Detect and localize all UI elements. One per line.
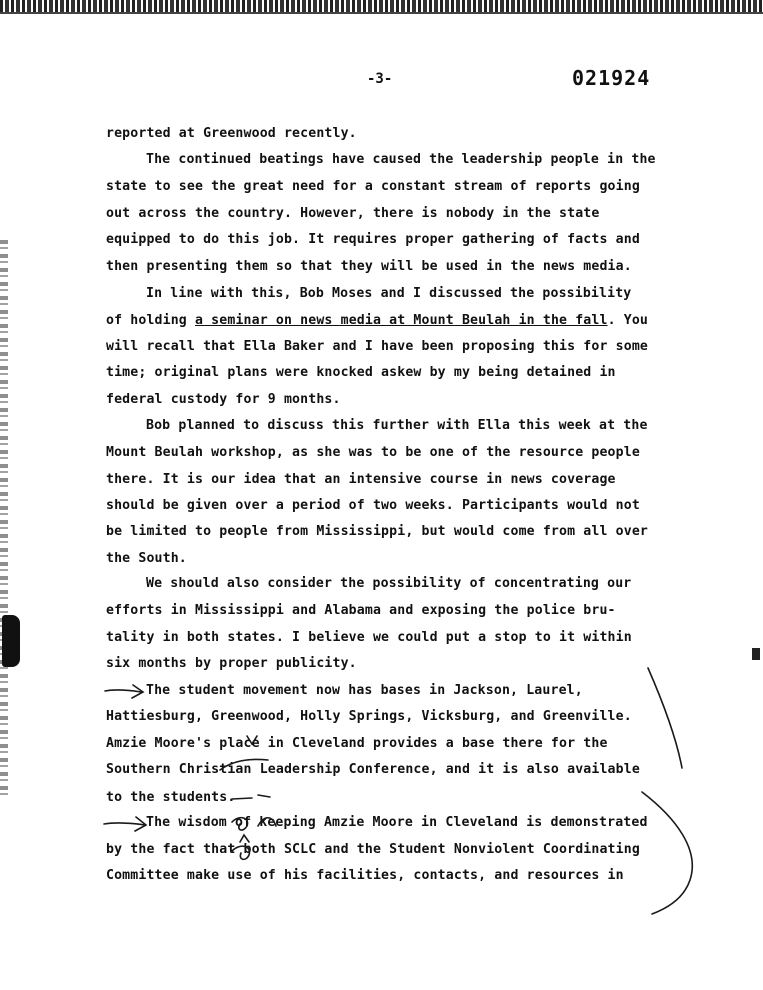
- body-line: reported at Greenwood recently.: [106, 126, 357, 141]
- body-line: The continued beatings have caused the leadership people in the: [146, 152, 656, 167]
- body-line: to the students.: [106, 790, 236, 805]
- body-line: will recall that Ella Baker and I have been proposing this for some: [106, 339, 648, 354]
- body-line-end: . You: [607, 313, 649, 328]
- body-line: The student movement now has bases in Jackson, Laurel,: [146, 683, 583, 698]
- body-line: efforts in Mississippi and Alabama and exposing the police bru-: [106, 603, 616, 618]
- strike-mark: [232, 795, 270, 799]
- body-line: by the fact that both SCLC and the Student Nonviolent Coordinating: [106, 842, 640, 857]
- body-line: We should also consider the possibility of concentrating our: [146, 576, 632, 591]
- scan-top-line: [0, 12, 763, 14]
- body-line: should be given over a period of two weeks. Participants would not: [106, 498, 640, 513]
- body-line: Southern Christian Leadership Conference, and it is also available: [106, 762, 640, 777]
- body-line: [106, 313, 648, 329]
- scan-top-border: [0, 0, 763, 12]
- body-line: be limited to people from Mississippi, but would come from all over: [106, 524, 648, 539]
- body-line: the South.: [106, 551, 187, 566]
- margin-bracket-mark: [642, 792, 692, 914]
- body-line: Amzie Moore's place in Cleveland provides a base there for the: [106, 736, 608, 751]
- body-line: six months by proper publicity.: [106, 656, 357, 671]
- scan-ink-speck: [752, 648, 760, 660]
- body-line: In line with this, Bob Moses and I discussed the possibility: [146, 286, 632, 301]
- body-line: Hattiesburg, Greenwood, Holly Springs, Vicksburg, and Greenville.: [106, 709, 632, 724]
- body-line: equipped to do this job. It requires proper gathering of facts and: [106, 232, 640, 247]
- caret-mark: [240, 835, 249, 842]
- body-line: out across the country. However, there is nobody in the state: [106, 206, 600, 221]
- body-line: state to see the great need for a constant stream of reports going: [106, 179, 640, 194]
- body-line: The wisdom of keeping Amzie Moore in Cleveland is demonstrated: [146, 815, 648, 830]
- scan-left-edge: [0, 240, 8, 800]
- scan-ink-blot: [2, 615, 20, 667]
- body-line: Bob planned to discuss this further with Ella this week at the: [146, 418, 648, 433]
- margin-bracket-mark: [648, 668, 682, 768]
- body-line: Committee make use of his facilities, contacts, and resources in: [106, 868, 624, 883]
- body-line: tality in both states. I believe we could put a stop to it within: [106, 630, 632, 645]
- page-number: -3-: [367, 71, 393, 87]
- body-line: Mount Beulah workshop, as she was to be one of the resource people: [106, 445, 640, 460]
- margin-arrow-icon: [105, 685, 143, 698]
- body-line: there. It is our idea that an intensive course in news coverage: [106, 472, 616, 487]
- document-number: 021924: [572, 66, 651, 90]
- body-line-start: of holding: [106, 313, 195, 328]
- body-line: federal custody for 9 months.: [106, 392, 341, 407]
- body-line: time; original plans were knocked askew by my being detained in: [106, 365, 616, 380]
- margin-arrow-icon: [104, 817, 146, 831]
- body-line: then presenting them so that they will be used in the news media.: [106, 259, 632, 274]
- underlined-seminar-phrase: a seminar on news media at Mount Beulah in the fall: [195, 313, 608, 328]
